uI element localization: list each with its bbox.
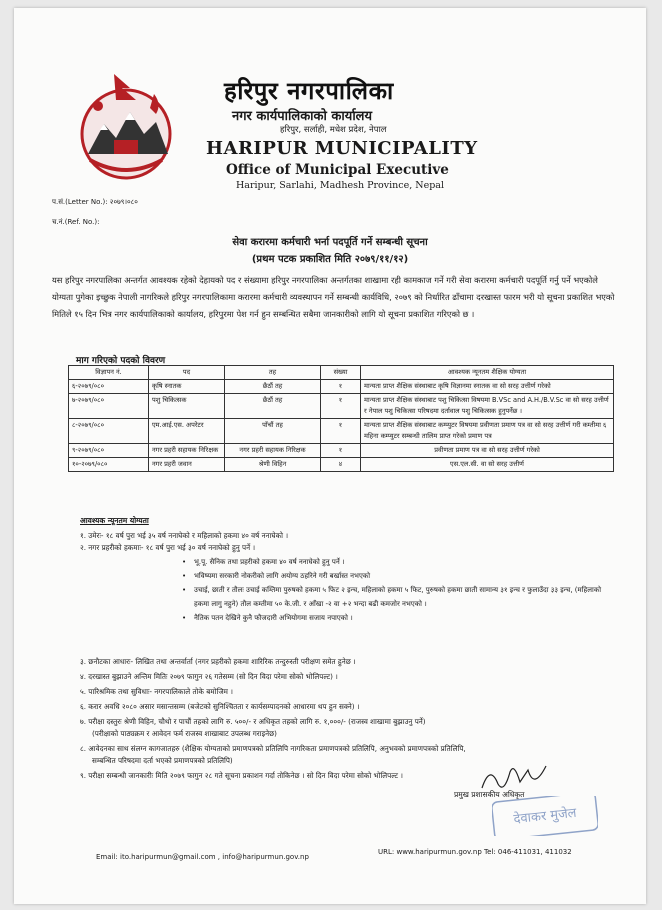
footer-url: URL: www.haripurmun.gov.np Tel: 046-411031, 411032	[378, 848, 572, 856]
header-english-office: Office of Municipal Executive	[226, 162, 449, 178]
ad-number: ६-२०७९/०८०	[69, 380, 149, 394]
qualification: प्रवीणता प्रमाण पत्र वा सो सरह उत्तीर्ण गरेको	[361, 444, 614, 458]
list-item: ६. करार अवधि २०८० असार मसान्तसम्म (बजेटको सुनिश्चितता र कार्यसम्पादनको आधारमा थप हुन सक्ने) ।	[80, 702, 360, 711]
ad-number: ९-२०७९/०८०	[69, 444, 149, 458]
list-item: सम्बन्धित परिषदमा दर्ता भएको प्रमाणपत्रको प्रतिलिपि)	[92, 756, 233, 765]
col-header: विज्ञापन नं.	[69, 366, 149, 380]
list-item: १. उमेरः- १८ वर्ष पुरा भई ३५ वर्ष ननाघेको र महिलाको हकमा ४० वर्ष ननाघेको ।	[80, 531, 289, 540]
table-row	[69, 419, 614, 444]
list-item: • नैतिक पतन देखिने कुनै फौजदारी अभियोगमा सजाय नपाएको ।	[182, 611, 612, 625]
list-item: (परीक्षाको पाठ्यक्रम र आवेदन फर्म राजस्व शाखाबाट उपलब्ध गराइनेछ)	[92, 729, 277, 738]
post: कृषि स्नातक	[149, 380, 225, 394]
count: १	[321, 380, 361, 394]
list-item: ७. परीक्षा दस्तुरः श्रेणी विहिन, चौथो र पाचौं तहको लागि रु. ५००/- र अधिकृत तहको लागि रु. १,०००/- (राजस्व शाखामा बुझाउनु पर्ने)	[80, 717, 426, 726]
post: पशु चिकित्सक	[149, 394, 225, 419]
count: ४	[321, 458, 361, 472]
header-nepali-name: हरिपुर नगरपालिका	[224, 77, 394, 105]
qualification: मान्यता प्राप्त शैक्षिक संस्थाबाट कम्प्युटर विषयमा प्रवीणता प्रमाण पत्र वा सो सरह उत्तीर्ण गरी कम्तीमा ६ महिना कम्प्युटर सम्बन्धी तालिम प्राप्त गरेको प्रमाण पत्र	[361, 419, 614, 444]
list-item: २. नगर प्रहरीको हकमाः- १८ वर्ष पुरा भई ३० वर्ष ननाघेको हुनु पर्ने ।	[80, 543, 256, 552]
header-nepali-office: नगर कार्यपालिकाको कार्यालय	[232, 109, 373, 124]
level: पाँचौं तह	[225, 419, 321, 444]
level: छैठौं तह	[225, 394, 321, 419]
notice-title: सेवा करारमा कर्मचारी भर्ना पदपूर्ति गर्ने सम्बन्धी सूचना	[232, 237, 428, 248]
notice-paragraph: यस हरिपुर नगरपालिका अन्तर्गत आवश्यक रहेको देहायको पद र संख्यामा हरिपुर नगरपालिका अन्तर्गतका शाखामा रही कामकाज गर्ने गरी सेवा करारमा कर्मचारी पदपूर्ति गर्नु पर्ने भएकोले योग्यता पुगेका इच्छुक नेपाली नागरिकले हरिपुर नगरपालिकामा करारमा कर्मचारी व्यवस्थापन गर्ने सम्बन्धी कार्यविधि, २०७९ को निर्धारित ढाँचामा दरखास्त फारम भरी यो सूचना प्रकाशित भएको मितिले १५ दिन भित्र नगर कार्यपालिकाको कार्यालय, हरिपुरमा पेश गर्न हुन सम्बन्धित सबैमा जानकारीको लागि यो सूचना प्रकाशित गरिएको छ ।	[52, 275, 615, 319]
footer-email: Email: ito.haripurmun@gmail.com , info@haripurmun.gov.np	[96, 853, 309, 861]
table-row	[69, 380, 614, 394]
post: एम.आई.एस. अपरेटर	[149, 419, 225, 444]
qualification: मान्यता प्राप्त शैक्षिक संस्थाबाट कृषि विज्ञानमा स्नातक वा सो सरह उत्तीर्ण गरेको	[361, 380, 614, 394]
header-english-address: Haripur, Sarlahi, Madhesh Province, Nepal	[236, 180, 444, 191]
ad-number: ७-२०७९/०८०	[69, 394, 149, 419]
official-stamp	[492, 796, 598, 836]
col-header: संख्या	[321, 366, 361, 380]
list-item: ४. दरखास्त बुझाउने अन्तिम मितिः २०७९ फागुन २६ गतेसम्म (सो दिन विदा परेमा सोको भोलिपल्ट) ।	[80, 672, 338, 681]
requirements-list	[80, 530, 620, 554]
level: श्रेणी विहिन	[225, 458, 321, 472]
header-nepali-address: हरिपुर, सर्लाही, मधेश प्रदेश, नेपाल	[280, 125, 387, 135]
qualification: एस.एल.सी. वा सो सरह उत्तीर्ण	[361, 458, 614, 472]
stamp-text: देवाकर मुजेल	[512, 805, 578, 828]
requirements-heading: आवश्यक न्यूनतम योग्यता	[80, 516, 149, 525]
table-row	[69, 444, 614, 458]
vacancy-table	[68, 365, 614, 472]
signature-mark	[476, 760, 556, 794]
ad-number: ८-२०७९/०८०	[69, 419, 149, 444]
list-item: ८. आवेदनका साथ संलग्न कागजातहरु (शैक्षिक योग्यताको प्रमाणपत्रको प्रतिलिपि नागरिकता प्रमाणपत्रको प्रतिलिपि, अनुभवको प्रमाणपत्रको प्रतिलिपि,	[80, 744, 466, 753]
list-item: • भू.पू. सैनिक तथा प्रहरीको हकमा ४० वर्ष ननाघेको हुनु पर्ने ।	[182, 555, 612, 569]
col-header: तह	[225, 366, 321, 380]
vacancy-heading: माग गरिएको पदको विवरण	[76, 356, 166, 366]
header-english-name: HARIPUR MUNICIPALITY	[206, 138, 478, 159]
reference-number: च.नं.(Ref. No.):	[52, 218, 100, 226]
count: १	[321, 444, 361, 458]
count: १	[321, 419, 361, 444]
table-header-row	[69, 366, 614, 380]
signatory-title: प्रमुख प्रशासकीय अधिकृत	[454, 790, 525, 799]
list-item: ५. पारिश्रमिक तथा सुविधाः- नगरपालिकाले तोके बमोजिम ।	[80, 687, 233, 696]
post: नगर प्रहरी सहायक निरिक्षक	[149, 444, 225, 458]
list-item: • भविष्यमा सरकारी नोकरीको लागि अयोग्य ठहरिने गरी बर्खास्त नभएको	[182, 569, 612, 583]
table-row	[69, 394, 614, 419]
notice-subtitle: (प्रथम पटक प्रकाशित मिति २०७९/११/१२)	[251, 254, 409, 265]
level: नगर प्रहरी सहायक निरिक्षक	[225, 444, 321, 458]
list-item: • उचाई, छाती र तौलः उचाई कम्तिमा पुरुषको हकमा ५ फिट २ इन्च, महिलाको हकमा ५ फिट, पुरुषको हकमा छाती सामान्य ३१ इन्च र फुलाउँदा ३३ इन्च, (महिलाको हकमा लागु नहुने) तौल कम्तीमा ५० के.जी. र आँखा -२ वा +२ भन्दा बढी कमजोर नभएको ।	[182, 583, 612, 611]
col-header: आवश्यक न्यूनतम शैक्षिक योग्यता	[361, 366, 614, 380]
col-header: पद	[149, 366, 225, 380]
police-bullets	[182, 555, 612, 625]
count: १	[321, 394, 361, 419]
document-page	[14, 8, 646, 904]
post: नगर प्रहरी जवान	[149, 458, 225, 472]
level: छैठौं तह	[225, 380, 321, 394]
qualification: मान्यता प्राप्त शैक्षिक संस्थाबाट पशु चिकित्सा विषयमा B.VSc and A.H./B.V.Sc वा सो सरह उत्तीर्ण र नेपाल पशु चिकित्सा परिषदमा दर्तावाल पशु चिकित्सक हुनुपर्नेछ ।	[361, 394, 614, 419]
list-item: ३. छनौटका आधारः- लिखित तथा अन्तर्वार्ता (नगर प्रहरीको हकमा शारिरिक तन्दुरुस्ती परीक्षण समेत हुनेछ ।	[80, 657, 356, 666]
table-row	[69, 458, 614, 472]
list-item: ९. परीक्षा सम्बन्धी जानकारीः मिति २०७९ फागुन २८ गते सूचना प्रकाशन गर्दा तोकिनेछ । सो दिन विदा परेमा सोको भोलिपल्ट ।	[80, 771, 403, 780]
ad-number: १०-२०७९/०८०	[69, 458, 149, 472]
letter-number: प.सं.(Letter No.): २०७९।०८०	[52, 198, 138, 206]
nepal-emblem-logo	[70, 68, 182, 186]
